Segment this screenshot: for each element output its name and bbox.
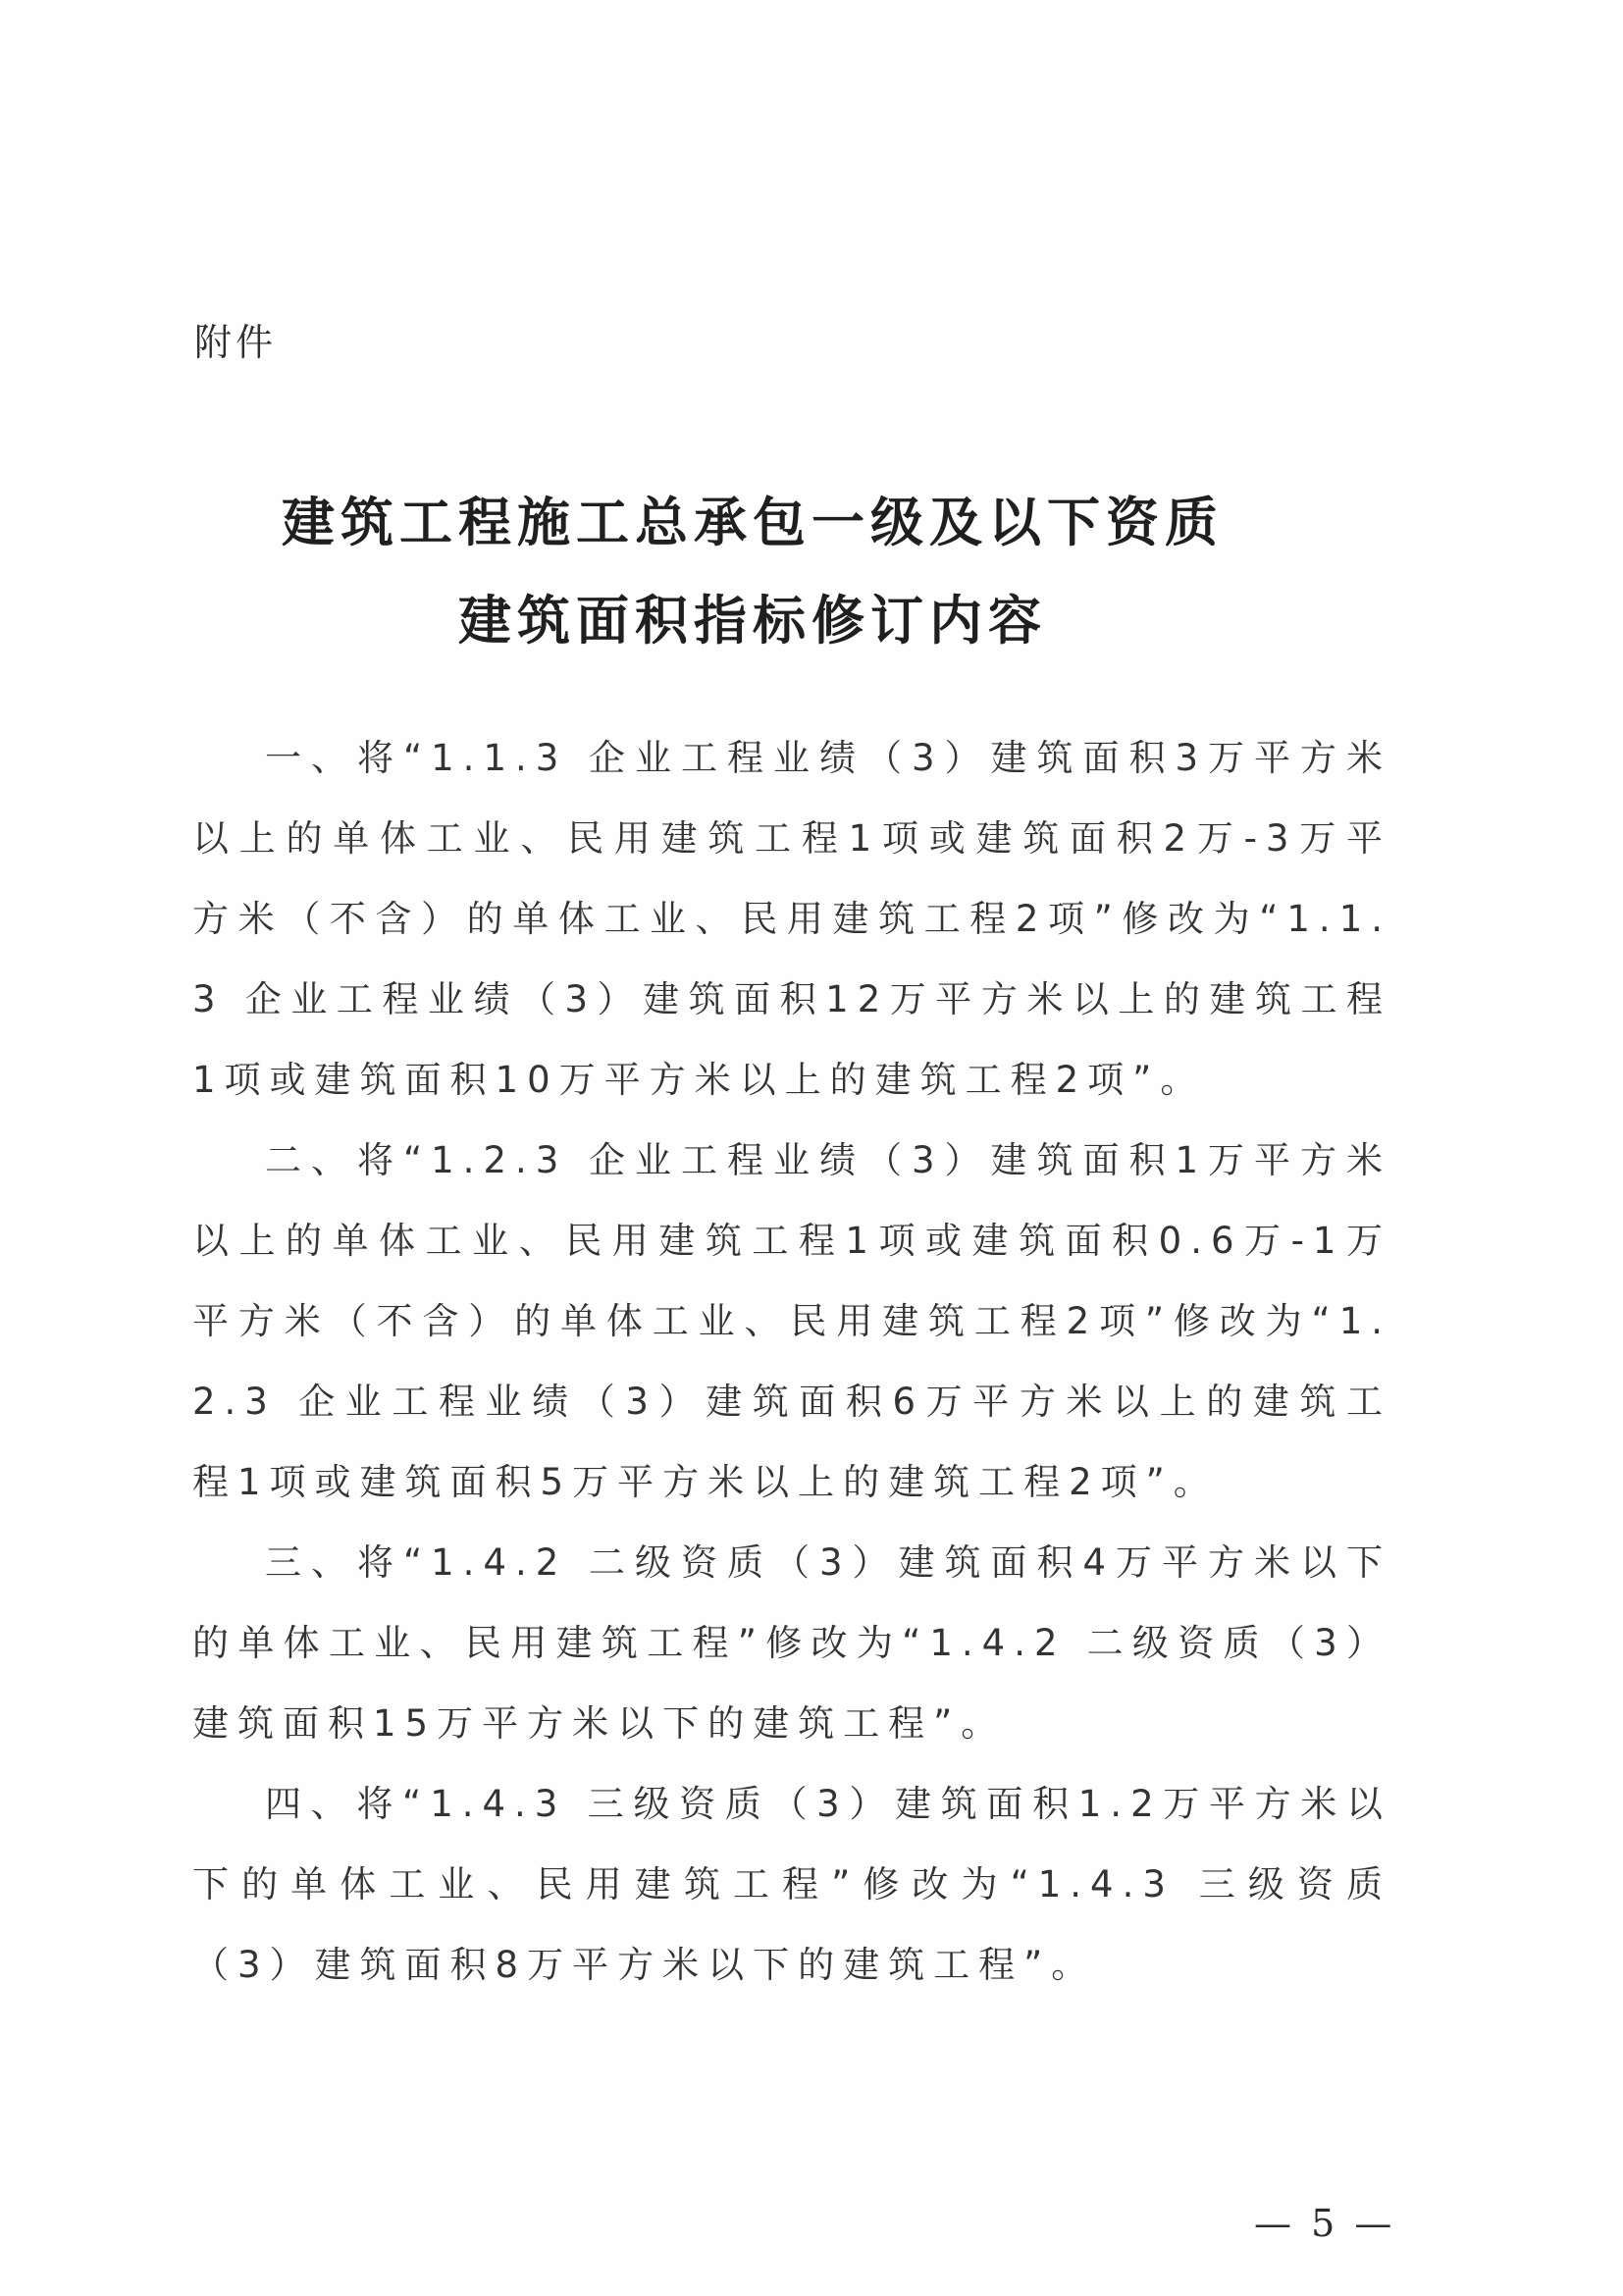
document-title-line-2: 建筑面积指标修订内容 bbox=[458, 589, 1047, 652]
document-body bbox=[192, 718, 1391, 2006]
paragraph-3: 三、将“1.4.2 二级资质（3）建筑面积4万平方米以下的单体工业、民用建筑工程”修改为“1.4.2 二级资质（3）建筑面积15万平方米以下的建筑工程”。 bbox=[192, 1541, 1391, 1745]
paragraph-2: 二、将“1.2.3 企业工程业绩（3）建筑面积1万平方米以上的单体工业、民用建筑工程1项或建筑面积0.6万-1万平方米（不含）的单体工业、民用建筑工程2项”修改为“1.2.3 企业工程业绩（3）建筑面积6万平方米以上的建筑工程1项或建筑面积5万平方米以上的建筑工程2项”。 bbox=[192, 1139, 1391, 1503]
document-title-line-1: 建筑工程施工总承包一级及以下资质 bbox=[282, 491, 1224, 553]
page-number: — 5 — bbox=[1254, 2202, 1396, 2245]
paragraph-4: 四、将“1.4.3 三级资质（3）建筑面积1.2万平方米以下的单体工业、民用建筑工程”修改为“1.4.3 三级资质（3）建筑面积8万平方米以下的建筑工程”。 bbox=[192, 1783, 1391, 1986]
paragraph-1: 一、将“1.1.3 企业工程业绩（3）建筑面积3万平方米以上的单体工业、民用建筑工程1项或建筑面积2万-3万平方米（不含）的单体工业、民用建筑工程2项”修改为“1.1.3 企业工程业绩（3）建筑面积12万平方米以上的建筑工程1项或建筑面积10万平方米以上的建筑工程2项”。 bbox=[192, 737, 1391, 1101]
attachment-label: 附件 bbox=[194, 321, 278, 364]
